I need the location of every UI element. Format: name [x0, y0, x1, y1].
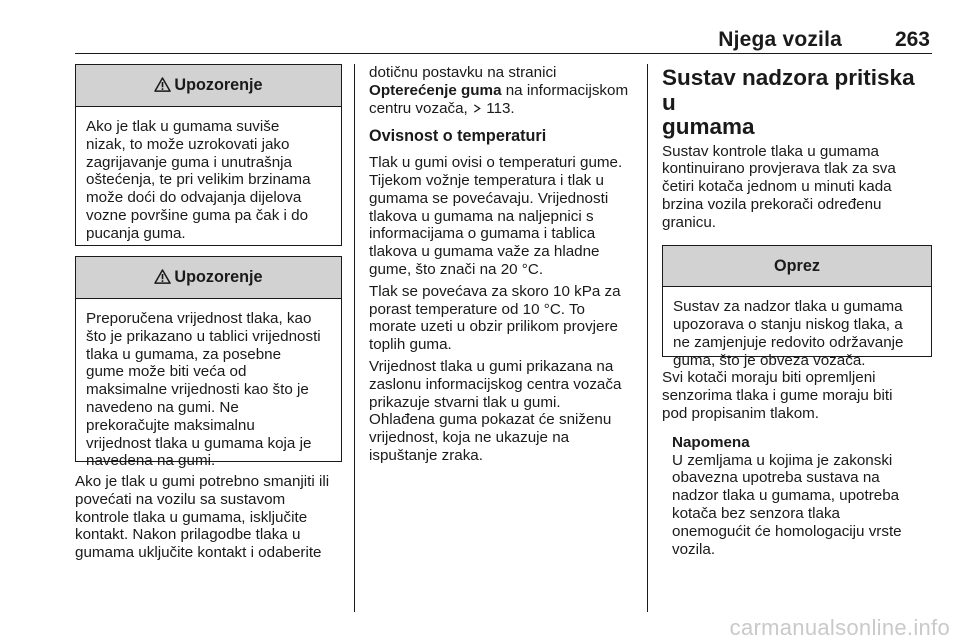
text-line	[369, 100, 635, 118]
body-paragraph	[75, 473, 342, 562]
middle-column	[369, 64, 635, 469]
intro-paragraph	[662, 143, 932, 232]
warning-title: Upozorenje	[174, 75, 263, 94]
text-line: oštećenja, te pri velikim brzinama	[86, 171, 311, 189]
text-line: prikazuje stvarni tlak u gumi.	[369, 393, 561, 411]
section-heading	[662, 66, 932, 140]
header-rule	[75, 53, 932, 54]
column-divider-left	[354, 64, 355, 612]
text-line: granicu.	[662, 213, 717, 231]
text-line: Preporučena vrijednost tlaka, kao	[86, 310, 312, 327]
warning-header	[76, 65, 341, 107]
text-line: povećati na vozilu sa sustavom	[75, 490, 286, 508]
text-line: senzorima tlaka i gume moraju biti	[662, 387, 893, 405]
text-line: Sustav kontrole tlaka u gumama	[662, 142, 879, 160]
page-reference[interactable]: 113.	[482, 99, 515, 117]
text-line: nizak, to može uzrokovati jako	[86, 135, 290, 153]
text-line: pucanja guma.	[86, 224, 186, 242]
text-line: tlakova u gumama na naljepnici s	[369, 207, 594, 225]
text-line: što je prikazano u tablici vrijednosti	[86, 327, 321, 345]
text-line: onemogućit će homologaciju vrste	[672, 522, 902, 540]
text-line: kontrole tlaka u gumama, isključite	[75, 508, 308, 526]
text-line: kotača bez senzora tlaka	[672, 505, 841, 523]
body-paragraph	[369, 283, 635, 354]
heading-line: gumama	[662, 114, 755, 139]
text-line: dotičnu postavku na stranici	[369, 64, 557, 81]
text-line: vozne površine guma pa čak i do	[86, 206, 309, 224]
warning-triangle-icon	[154, 269, 171, 284]
text-line: U zemljama u kojima je zakonski	[672, 451, 893, 469]
warning-box-1	[75, 64, 342, 246]
text-line: vrijednost, koja ne ukazuje na	[369, 429, 570, 447]
text-line: porast temperature od 10 °C. To	[369, 300, 586, 318]
body-paragraph	[662, 369, 932, 422]
text-line: Ako je tlak u gumama suviše	[86, 118, 280, 135]
text-line: zagrijavanje guma i unutrašnja	[86, 153, 292, 171]
text-line: tlakova u gumama važe za hladne	[369, 243, 600, 261]
text-line: gumama se povećavaju. Vrijednosti	[369, 189, 609, 207]
caution-title: Oprez	[774, 256, 820, 275]
warning-triangle-icon	[154, 77, 171, 92]
text-line: gume može biti veća od	[86, 363, 247, 381]
left-column	[75, 64, 342, 562]
text-line: prekoračujte maksimalnu	[86, 416, 255, 434]
text-line: informacijama o gumama i tablica	[369, 225, 596, 243]
caution-box	[662, 245, 932, 369]
text-line: nadzor tlaka u gumama, upotreba	[672, 487, 900, 505]
text-line: Vrijednost tlaka u gumi prikazana na	[369, 357, 614, 375]
note-block	[672, 434, 932, 559]
text-fragment: na informacijskom	[501, 81, 629, 99]
warning-box-2	[75, 256, 342, 470]
warning-text	[76, 107, 341, 253]
text-line: Tlak se povećava za skoro 10 kPa za	[369, 282, 621, 300]
body-paragraph	[369, 358, 635, 465]
text-line: ne zamjenjuje redovito održavanje	[673, 334, 904, 352]
text-line: pod propisanim tlakom.	[662, 405, 820, 423]
page-number: 263	[894, 28, 930, 51]
menu-reference: Opterećenje guma	[369, 81, 502, 99]
text-line: može doći do odvajanja dijelova	[86, 189, 302, 207]
text-line: guma, što je obveza vozača.	[673, 351, 866, 369]
caution-text	[663, 287, 931, 379]
text-line: navedena na gumi.	[86, 452, 216, 470]
heading-line: Sustav nadzora pritiska u	[662, 65, 915, 115]
text-line: Ako je tlak u gumi potrebno smanjiti ili	[75, 473, 330, 490]
warning-title: Upozorenje	[174, 267, 263, 286]
text-line: obavezna upotreba sustava na	[672, 469, 880, 487]
text-line: upozorava o stanju niskog tlaka, a	[673, 316, 903, 334]
warning-header	[76, 257, 341, 299]
text-line	[369, 82, 635, 100]
column-divider-right	[647, 64, 648, 612]
text-line: gume, što znači na 20 °C.	[369, 260, 544, 278]
caution-header	[663, 246, 931, 287]
text-line: Tijekom vožnje temperatura i tlak u	[369, 171, 604, 189]
text-line: Svi kotači moraju biti opremljeni	[662, 369, 876, 387]
watermark: carmanualsonline.info	[729, 615, 950, 640]
text-line: Ohlađena guma pokazat će sniženu	[369, 411, 612, 429]
text-line: kontakt. Nakon prilagodbe tlaka u	[75, 526, 301, 544]
text-line: četiri kotača jednom u minuti kada	[662, 178, 892, 196]
arrow-right-icon	[473, 104, 481, 113]
page-header	[0, 0, 960, 56]
text-line: morate uzeti u obzir prilikom provjere	[369, 318, 618, 336]
text-line: ispuštanje zraka.	[369, 446, 483, 464]
intro-paragraph	[369, 64, 635, 117]
text-line: kontinuirano provjerava tlak za sva	[662, 160, 896, 178]
section-title: Njega vozila	[718, 28, 842, 51]
text-line: zaslonu informacijskog centra vozača	[369, 375, 622, 393]
text-line: Tlak u gumi ovisi o temperaturi gume.	[369, 154, 623, 172]
text-line: toplih guma.	[369, 336, 452, 354]
text-line: maksimalne vrijednosti kao što je	[86, 381, 309, 399]
text-line: vrijednost tlaka u gumama koja je	[86, 434, 312, 452]
warning-text	[76, 299, 341, 480]
text-line: brzina vozila prekorači određenu	[662, 195, 882, 213]
text-line: navedeno na gumi. Ne	[86, 398, 239, 416]
note-title: Napomena	[672, 433, 750, 451]
text-line: Sustav za nadzor tlaka u gumama	[673, 298, 903, 316]
right-column	[662, 64, 932, 558]
text-line: vozila.	[672, 540, 716, 558]
text-line: gumama uključite kontakt i odaberite	[75, 544, 322, 562]
subheading: Ovisnost o temperaturi	[369, 127, 547, 146]
body-paragraph	[369, 154, 635, 279]
text-line: tlaka u gumama, za posebne	[86, 345, 282, 363]
text-fragment: centru vozača,	[369, 99, 472, 117]
